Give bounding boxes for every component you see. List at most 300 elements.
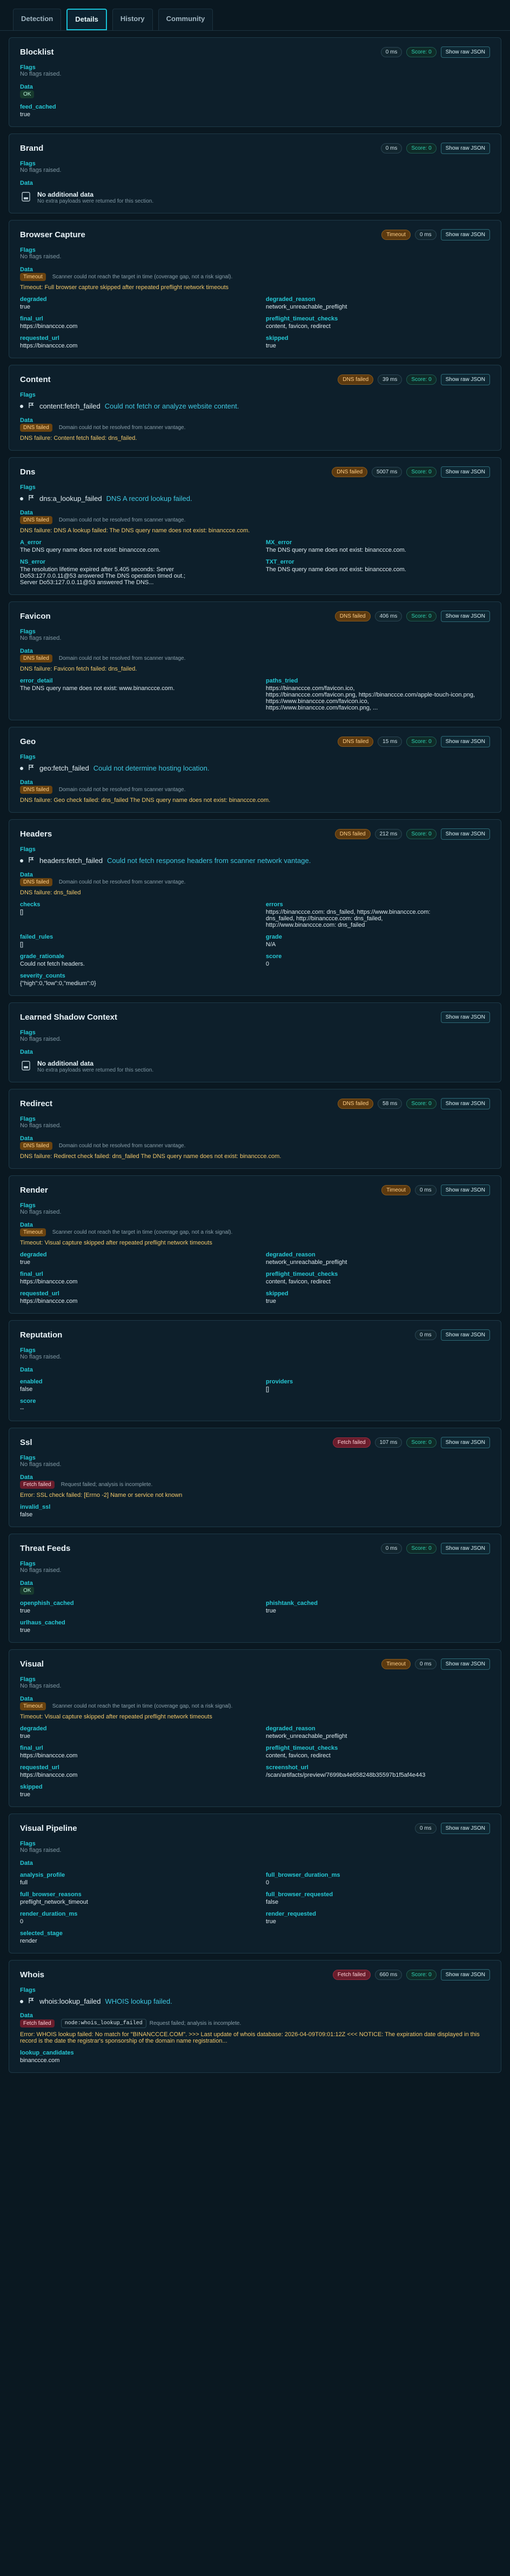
data-field-key: degraded	[20, 1252, 47, 1258]
show-raw-json-button[interactable]: Show raw JSON	[441, 611, 490, 622]
data-field	[266, 1600, 490, 1614]
data-field-key: render_requested	[266, 1911, 316, 1917]
section-header	[20, 611, 490, 622]
flag-name: geo:fetch_failed	[39, 764, 89, 772]
data-grid-row	[20, 330, 490, 349]
data-status-chip: OK	[20, 90, 34, 98]
flags-label: Flags	[20, 846, 36, 853]
data-field-value: true	[20, 1733, 30, 1739]
warning-message: DNS failure: Favicon fetch failed: dns_failed.	[20, 666, 137, 672]
warning-message: DNS failure: DNS A lookup failed: The DNS query name does not exist: binanccce.com.	[20, 527, 250, 534]
section-header	[20, 1543, 490, 1554]
status-badge: DNS failed	[338, 737, 373, 747]
data-field	[20, 953, 244, 967]
flags-text: No flags raised.	[20, 1683, 62, 1689]
data-field-key: failed_rules	[20, 934, 53, 940]
data-field-key: checks	[20, 901, 41, 908]
flags-label: Flags	[20, 1202, 36, 1209]
flag-message: DNS A record lookup failed.	[106, 494, 192, 503]
bullet-icon	[20, 2000, 23, 2003]
section-header	[20, 229, 490, 240]
section-title: Favicon	[20, 612, 51, 621]
data-grid-row	[20, 928, 490, 948]
data-grid-row	[20, 310, 490, 330]
data-field-value: false	[20, 1386, 33, 1393]
section-title: Blocklist	[20, 48, 54, 57]
data-field	[20, 1891, 244, 1905]
flags-label: Flags	[20, 1841, 36, 1847]
section-header	[20, 1098, 490, 1109]
data-field-key: severity_counts	[20, 973, 65, 979]
bullet-icon	[20, 767, 23, 770]
data-field	[20, 1764, 244, 1778]
data-field	[20, 2050, 490, 2064]
duration-badge: 0 ms	[415, 1330, 437, 1340]
status-badge: Timeout	[381, 1659, 411, 1669]
data-field-value: 0	[20, 1918, 24, 1925]
data-field-key: enabled	[20, 1379, 43, 1385]
no-additional-data-text	[37, 1060, 153, 1073]
show-raw-json-button[interactable]: Show raw JSON	[441, 143, 490, 154]
data-status-note: Domain could not be resolved from scanner vantage.	[58, 879, 186, 885]
data-status-chip: DNS failed	[20, 1142, 52, 1150]
data-field	[20, 559, 244, 586]
flag-message: Could not fetch or analyze website content.	[104, 402, 239, 410]
data-label: Data	[20, 1049, 33, 1055]
data-grid-row	[20, 1759, 490, 1778]
data-grid-row	[20, 896, 490, 928]
data-field-value: https://binanccce.com	[20, 1279, 78, 1285]
duration-badge: 58 ms	[378, 1099, 402, 1109]
warning-message: Timeout: Visual capture skipped after repeated preflight network timeouts	[20, 1714, 212, 1720]
data-field-value: true	[266, 1608, 276, 1614]
section-card	[9, 601, 501, 720]
data-field-key: final_url	[20, 1271, 43, 1277]
data-field	[266, 934, 490, 948]
duration-badge: 0 ms	[381, 1543, 402, 1554]
show-raw-json-button[interactable]: Show raw JSON	[441, 1658, 490, 1670]
data-field-key: degraded_reason	[266, 296, 316, 303]
data-field	[20, 678, 244, 711]
data-chip-row	[20, 1702, 490, 1710]
data-field	[20, 1745, 244, 1759]
data-field	[20, 1911, 244, 1925]
show-raw-json-button[interactable]: Show raw JSON	[441, 1543, 490, 1554]
flags-text: No flags raised.	[20, 1461, 62, 1468]
data-field-key: preflight_timeout_checks	[266, 1745, 338, 1751]
flags-label: Flags	[20, 1676, 36, 1683]
data-status-note: Scanner could not reach the target in time (coverage gap, not a risk signal).	[52, 274, 233, 280]
no-additional-data	[20, 191, 490, 204]
data-grid-row	[20, 1886, 490, 1905]
show-raw-json-button[interactable]: Show raw JSON	[441, 1098, 490, 1109]
data-field-value: true	[20, 1608, 30, 1614]
data-label: Data	[20, 2012, 33, 2019]
data-field-key: errors	[266, 901, 283, 908]
data-field	[20, 1620, 244, 1634]
flags-text: No flags raised.	[20, 635, 62, 641]
show-raw-json-button[interactable]: Show raw JSON	[441, 1437, 490, 1448]
data-chip-row	[20, 1587, 490, 1595]
data-field-value: content, favicon, redirect	[266, 323, 331, 330]
status-badge: DNS failed	[338, 374, 373, 385]
data-chip-row	[20, 273, 490, 281]
status-badge: DNS failed	[338, 1099, 373, 1109]
show-raw-json-button[interactable]: Show raw JSON	[441, 736, 490, 747]
data-field	[20, 973, 244, 987]
section-card	[9, 1428, 501, 1527]
data-field-value: content, favicon, redirect	[266, 1279, 331, 1285]
data-field	[266, 1911, 490, 1925]
data-field-value: The resolution lifetime expired after 5.405 seconds: Server Do53:127.0.0.11@53 answered The DNS operation timed out.; Server Do53:127.0.0.11@53 answered The DNS...	[20, 566, 186, 586]
document-icon	[20, 1060, 32, 1072]
section-card	[9, 1960, 501, 2073]
data-field-value: true	[266, 1298, 276, 1304]
data-field-value: []	[20, 941, 24, 948]
flags-text: No flags raised.	[20, 1567, 62, 1574]
data-status-note: Scanner could not reach the target in time (coverage gap, not a risk signal).	[52, 1229, 233, 1235]
data-chip-row	[20, 424, 490, 432]
data-chip-row	[20, 1228, 490, 1236]
data-field-key: full_browser_requested	[266, 1891, 333, 1898]
show-raw-json-button[interactable]: Show raw JSON	[441, 1969, 490, 1980]
section-card	[9, 133, 501, 213]
data-field-value: true	[20, 1791, 30, 1798]
data-field	[20, 296, 244, 310]
flag-icon	[28, 856, 35, 865]
show-raw-json-button[interactable]: Show raw JSON	[441, 828, 490, 840]
data-field-key: grade	[266, 934, 282, 940]
data-grid-row	[20, 1393, 490, 1412]
data-field-value: true	[20, 1627, 30, 1634]
data-field-value: https://binanccce.com	[20, 1752, 78, 1759]
warning-message: DNS failure: Content fetch failed: dns_failed.	[20, 435, 137, 441]
flags-label: Flags	[20, 754, 36, 760]
error-code-chip: node:whois_lookup_failed	[61, 2019, 146, 2028]
data-field-key: feed_cached	[20, 104, 56, 110]
data-field-value: https://binanccce.com/favicon.ico, https://binanccce.com/favicon.png, https://binanccce.com/apple-touch-icon.png, https://www.binanccce.com/favicon.ico, https://www.binanccce.com/favicon.png, ...	[266, 685, 475, 711]
duration-badge: 0 ms	[415, 1185, 437, 1195]
data-field-value: true	[266, 1918, 276, 1925]
show-raw-json-button[interactable]: Show raw JSON	[441, 1329, 490, 1341]
data-field-key: score	[20, 1398, 36, 1404]
section-header	[20, 1185, 490, 1196]
section-header	[20, 1437, 490, 1448]
show-raw-json-button[interactable]: Show raw JSON	[441, 1012, 490, 1023]
status-badge: DNS failed	[335, 611, 371, 621]
data-status-chip: Fetch failed	[20, 1481, 55, 1489]
data-field-value: true	[20, 304, 30, 310]
data-field	[20, 1784, 244, 1798]
data-status-chip: DNS failed	[20, 786, 52, 794]
data-field-key: error_detail	[20, 678, 53, 684]
data-field-value: Could not fetch headers.	[20, 961, 85, 967]
data-field	[20, 1930, 244, 1944]
data-field-key: final_url	[20, 316, 43, 322]
data-chip-row	[20, 516, 490, 524]
score-badge: Score: 0	[406, 1543, 436, 1554]
data-label: Data	[20, 1474, 33, 1481]
data-grid-row	[20, 1778, 490, 1798]
section-title: Visual Pipeline	[20, 1824, 77, 1833]
duration-badge: 660 ms	[375, 1970, 402, 1980]
flag-item	[20, 856, 490, 865]
data-grid-row	[20, 553, 490, 586]
data-field-key: phishtank_cached	[266, 1600, 318, 1607]
warning-message: DNS failure: Redirect check failed: dns_failed The DNS query name does not exist: binanccce.com.	[20, 1153, 281, 1160]
details-sections	[0, 31, 510, 2086]
data-field-key: score	[266, 953, 282, 960]
data-field-value: https://binanccce.com: dns_failed, https://www.binanccce.com: dns_failed, http://binanccce.com: dns_failed, http://www.binanccce.com: dns_failed	[266, 909, 431, 928]
section-header	[20, 1823, 490, 1834]
tab-history[interactable]: History	[112, 9, 153, 30]
data-field-value: true	[20, 111, 30, 118]
data-grid-row	[20, 1373, 490, 1393]
section-title: Visual	[20, 1660, 44, 1669]
no-additional-data	[20, 1060, 490, 1073]
flag-icon	[28, 494, 35, 503]
section-card	[9, 365, 501, 451]
flags-label: Flags	[20, 628, 36, 635]
flags-label: Flags	[20, 160, 36, 167]
data-field-value: []	[20, 909, 24, 915]
data-status-chip: DNS failed	[20, 654, 52, 663]
flag-name: headers:fetch_failed	[39, 857, 103, 865]
data-field-value: []	[266, 1386, 270, 1393]
warning-message: DNS failure: dns_failed	[20, 889, 81, 896]
flag-message: Could not fetch response headers from scanner network vantage.	[107, 857, 311, 865]
data-field-key: final_url	[20, 1745, 43, 1751]
data-field-key: requested_url	[20, 335, 59, 342]
data-chip-row	[20, 878, 490, 886]
data-field-key: full_browser_reasons	[20, 1891, 82, 1898]
data-field-key: screenshot_url	[266, 1764, 308, 1771]
data-field	[266, 1872, 490, 1886]
data-label: Data	[20, 84, 33, 90]
data-field	[266, 335, 490, 349]
data-field	[266, 1398, 490, 1412]
data-status-chip: Timeout	[20, 273, 46, 281]
data-field-key: providers	[266, 1379, 293, 1385]
section-header	[20, 1658, 490, 1670]
data-field-key: full_browser_duration_ms	[266, 1872, 340, 1878]
document-icon	[20, 191, 32, 203]
data-field-key: grade_rationale	[20, 953, 64, 960]
data-field-value: {"high":0,"low":0,"medium":0}	[20, 980, 96, 987]
data-field	[20, 1379, 244, 1393]
data-field	[20, 901, 244, 928]
data-field	[20, 1398, 244, 1412]
score-badge: Score: 0	[406, 467, 436, 477]
section-title: Render	[20, 1186, 48, 1195]
data-grid-row	[20, 1595, 490, 1614]
data-chip-row	[20, 786, 490, 794]
data-status-chip: DNS failed	[20, 516, 52, 524]
data-chip-row	[20, 2019, 490, 2028]
data-field-key: skipped	[20, 1784, 43, 1790]
data-status-chip: DNS failed	[20, 878, 52, 886]
data-field	[266, 1271, 490, 1285]
data-field-value: binanccce.com	[20, 2057, 60, 2064]
bullet-icon	[20, 497, 23, 500]
section-card	[9, 727, 501, 813]
section-title: Geo	[20, 737, 36, 746]
data-field	[20, 1600, 244, 1614]
duration-badge: 39 ms	[378, 374, 402, 385]
flags-label: Flags	[20, 64, 36, 71]
flag-message: WHOIS lookup failed.	[105, 1997, 172, 2005]
show-raw-json-button[interactable]: Show raw JSON	[441, 466, 490, 478]
data-field	[266, 316, 490, 330]
data-field-value: network_unreachable_preflight	[266, 1259, 347, 1266]
data-grid-row	[20, 672, 490, 711]
section-card	[9, 1534, 501, 1643]
section-title: Browser Capture	[20, 230, 85, 239]
data-field	[20, 335, 244, 349]
section-card	[9, 220, 501, 358]
data-label: Data	[20, 648, 33, 654]
data-field	[266, 1725, 490, 1739]
data-status-chip: DNS failed	[20, 424, 52, 432]
data-grid-row	[20, 1925, 490, 1944]
section-header	[20, 736, 490, 747]
duration-badge: 5007 ms	[372, 467, 402, 477]
data-field-key: degraded_reason	[266, 1725, 316, 1732]
data-chip-row	[20, 1142, 490, 1150]
data-label: Data	[20, 180, 33, 186]
section-header	[20, 1329, 490, 1341]
data-label: Data	[20, 1367, 33, 1373]
data-grid-row	[20, 948, 490, 967]
flags-text: No flags raised.	[20, 1354, 62, 1360]
flag-name: dns:a_lookup_failed	[39, 494, 102, 503]
data-label: Data	[20, 1135, 33, 1142]
data-field	[266, 1891, 490, 1905]
data-field-key: preflight_timeout_checks	[266, 1271, 338, 1277]
flags-text: No flags raised.	[20, 71, 62, 77]
data-field-key: render_duration_ms	[20, 1911, 78, 1917]
score-badge: Score: 0	[406, 1099, 436, 1109]
data-status-note: Request failed; analysis is incomplete.	[149, 2020, 241, 2026]
data-field-key: skipped	[266, 335, 288, 342]
flag-item	[20, 402, 490, 411]
data-status-chip: Fetch failed	[20, 2019, 55, 2028]
data-field	[20, 539, 244, 553]
flag-name: whois:lookup_failed	[39, 1997, 101, 2005]
data-field	[266, 1745, 490, 1759]
flags-label: Flags	[20, 484, 36, 491]
data-label: Data	[20, 510, 33, 516]
data-status-note: Domain could not be resolved from scanner vantage.	[58, 517, 186, 523]
data-field-key: lookup_candidates	[20, 2050, 74, 2056]
data-field	[266, 953, 490, 967]
section-card	[9, 1175, 501, 1314]
data-field-key: NS_error	[20, 559, 46, 565]
tab-community[interactable]: Community	[158, 9, 213, 30]
data-field-key: degraded	[20, 296, 47, 303]
data-field-value: network_unreachable_preflight	[266, 1733, 347, 1739]
section-card	[9, 1814, 501, 1953]
data-grid-row	[20, 1614, 490, 1634]
show-raw-json-button[interactable]: Show raw JSON	[441, 229, 490, 240]
data-field	[266, 1764, 490, 1778]
tab-details[interactable]: Details	[66, 9, 107, 30]
data-field-key: MX_error	[266, 539, 292, 546]
score-badge: Score: 0	[406, 611, 436, 621]
data-status-note: Domain could not be resolved from scanner vantage.	[58, 655, 186, 661]
data-field-value: 0	[266, 1879, 270, 1886]
section-title: Redirect	[20, 1099, 53, 1108]
no-additional-data-title: No additional data	[37, 191, 94, 198]
data-chip-row	[20, 1481, 490, 1489]
data-field-value: https://binanccce.com	[20, 323, 78, 330]
data-field-key: paths_tried	[266, 678, 298, 684]
data-grid-row	[20, 291, 490, 310]
data-field-value: The DNS query name does not exist: binanccce.com.	[266, 566, 406, 573]
data-label: Data	[20, 1222, 33, 1228]
data-field	[266, 1930, 490, 1944]
data-label: Data	[20, 872, 33, 878]
flag-icon	[28, 764, 35, 773]
data-label: Data	[20, 1860, 33, 1866]
data-field	[266, 901, 490, 928]
section-title: Dns	[20, 467, 36, 477]
data-status-note: Request failed; analysis is incomplete.	[61, 1482, 153, 1488]
score-badge: Score: 0	[406, 829, 436, 839]
section-card	[9, 1002, 501, 1082]
show-raw-json-button[interactable]: Show raw JSON	[441, 1185, 490, 1196]
data-field	[20, 1271, 244, 1285]
data-status-note: Domain could not be resolved from scanner vantage.	[58, 1143, 186, 1149]
flags-label: Flags	[20, 1455, 36, 1461]
data-field-value: The DNS query name does not exist: binanccce.com.	[20, 547, 160, 553]
data-field-value: The DNS query name does not exist: binanccce.com.	[266, 547, 406, 553]
data-field-value: false	[266, 1899, 279, 1905]
duration-badge: 107 ms	[375, 1437, 402, 1448]
data-field-value: false	[20, 1511, 33, 1518]
data-field	[266, 1379, 490, 1393]
section-header	[20, 1012, 490, 1023]
data-field-key: requested_url	[20, 1290, 59, 1297]
warning-message: Error: WHOIS lookup failed: No match for "BINANCCCE.COM". >>> Last update of whois database: 2026-04-09T09:01:12Z <<< NOTICE: The expiration date displayed in this record is the date the registrar's sponsorship of the domain name registration...	[20, 2031, 480, 2044]
section-title: Learned Shadow Context	[20, 1013, 118, 1022]
score-badge: Score: 0	[406, 374, 436, 385]
duration-badge: 406 ms	[375, 611, 402, 621]
score-badge: Score: 0	[406, 143, 436, 153]
show-raw-json-button[interactable]: Show raw JSON	[441, 46, 490, 58]
flags-label: Flags	[20, 1987, 36, 1993]
flags-text: No flags raised.	[20, 253, 62, 260]
flags-label: Flags	[20, 1029, 36, 1036]
flag-icon	[28, 402, 35, 411]
show-raw-json-button[interactable]: Show raw JSON	[441, 1823, 490, 1834]
section-header	[20, 143, 490, 154]
data-field-key: degraded	[20, 1725, 47, 1732]
tab-detection[interactable]: Detection	[13, 9, 61, 30]
data-chip-row	[20, 654, 490, 663]
no-additional-data-sub: No extra payloads were returned for this section.	[37, 1067, 154, 1073]
flags-text: No flags raised.	[20, 167, 62, 173]
section-card	[9, 1089, 501, 1169]
section-card	[9, 1320, 501, 1421]
section-card	[9, 457, 501, 595]
show-raw-json-button[interactable]: Show raw JSON	[441, 374, 490, 385]
no-additional-data-sub: No extra payloads were returned for this section.	[37, 198, 154, 204]
data-field	[266, 559, 490, 586]
data-field-value: full	[20, 1879, 28, 1886]
data-field	[20, 1872, 244, 1886]
score-badge: Score: 0	[406, 1437, 436, 1448]
